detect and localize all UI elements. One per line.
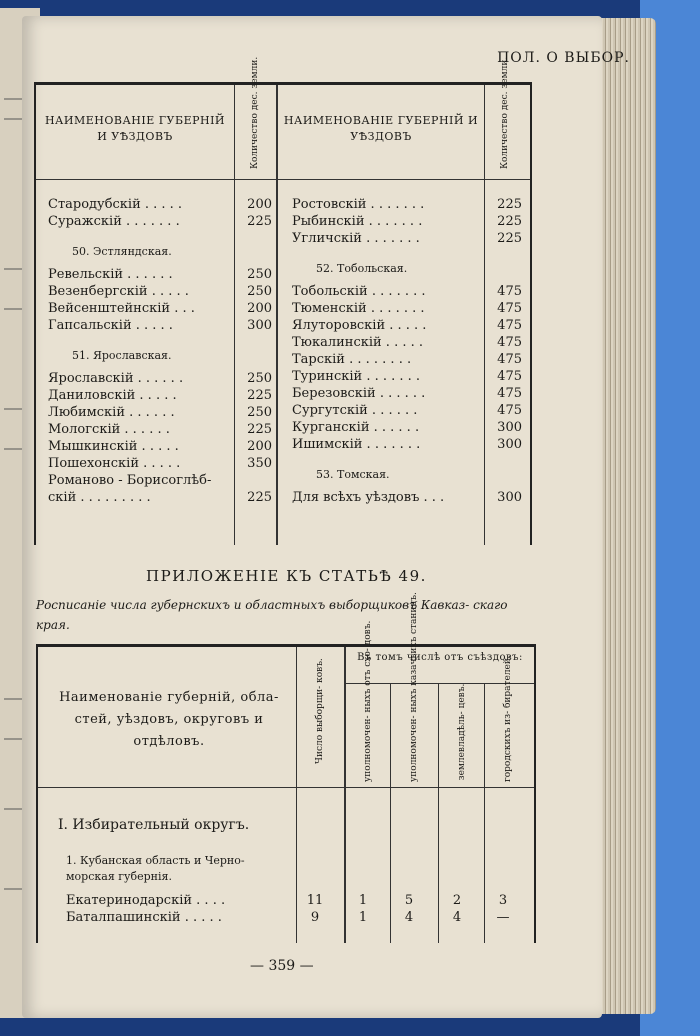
- row-name: Рыбинскій . . . . . . .: [292, 214, 423, 229]
- row-qty: 225: [247, 388, 272, 403]
- row-qty: 300: [247, 318, 272, 333]
- section-heading: 51. Ярославская.: [72, 349, 172, 362]
- cell-c4: 3: [498, 893, 508, 908]
- cell-total: 9: [310, 910, 320, 925]
- cell-total: 11: [306, 893, 324, 908]
- row-name: Любимскій . . . . . .: [48, 405, 175, 420]
- row-name: Березовскій . . . . . .: [292, 386, 426, 401]
- land-quota-table: [34, 56, 532, 545]
- col-header-qty-left: Количество дес. земли.: [250, 56, 260, 169]
- cell-c4: —: [496, 910, 510, 925]
- row-name: Ростовскій . . . . . . .: [292, 197, 425, 212]
- row-name: Даниловскій . . . . .: [48, 388, 177, 403]
- column-divider: [296, 647, 297, 943]
- row-qty: 300: [497, 420, 522, 435]
- row-qty: 200: [247, 439, 272, 454]
- row-qty: 475: [497, 386, 522, 401]
- running-header: ПОЛ. О ВЫБОР.: [497, 50, 630, 66]
- row-qty: 250: [247, 284, 272, 299]
- appendix-title: ПРИЛОЖЕНІЕ КЪ СТАТЬѢ 49.: [146, 567, 427, 585]
- row-qty: 225: [497, 214, 522, 229]
- col-header-name-left: НАИМЕНОВАНІЕ ГУБЕРНІЙ И УѢЗДОВЪ: [44, 114, 226, 143]
- cell-c3: 4: [452, 910, 462, 925]
- row-name: Ярославскій . . . . . .: [48, 371, 184, 386]
- row-qty: 350: [247, 456, 272, 471]
- column-divider: [390, 683, 391, 943]
- row-qty: 475: [497, 301, 522, 316]
- row-name: Гапсальскій . . . . .: [48, 318, 173, 333]
- row-qty: 200: [247, 197, 272, 212]
- row-qty: 300: [497, 490, 522, 505]
- row-name: Пошехонскій . . . . .: [48, 456, 181, 471]
- row-qty: 475: [497, 403, 522, 418]
- row-qty: 225: [497, 231, 522, 246]
- row-name: Тюкалинскій . . . . .: [292, 335, 424, 350]
- row-name: Тюменскій . . . . . . .: [292, 301, 425, 316]
- row-name: Тобольскій . . . . . . .: [292, 284, 426, 299]
- row-qty: 300: [497, 437, 522, 452]
- row-name: Ялуторовскій . . . . .: [292, 318, 427, 333]
- row-qty: 250: [247, 371, 272, 386]
- page-number: — 359 —: [250, 958, 314, 974]
- row-name: Суражскій . . . . . . .: [48, 214, 180, 229]
- column-divider: [484, 85, 485, 545]
- row-name: Вейсенштейнскій . . .: [48, 301, 195, 316]
- row-name: Для всѣхъ уѣздовъ . . .: [292, 490, 445, 505]
- row-qty: 475: [497, 352, 522, 367]
- section-heading: 52. Тобольская.: [316, 262, 408, 275]
- row-qty: 250: [247, 405, 272, 420]
- col-header-sub-4: городскихъ из- бирателей.: [503, 655, 513, 782]
- subsection-heading: 1. Кубанская область и Черно- морская губернія.: [66, 854, 245, 883]
- row-name: Баталпашинскій . . . . .: [66, 910, 222, 925]
- row-name: скій . . . . . . . . .: [48, 490, 151, 505]
- row-qty: 475: [497, 318, 522, 333]
- row-name: Угличскій . . . . . . .: [292, 231, 420, 246]
- cell-c2: 4: [404, 910, 414, 925]
- col-header-name: Наименованіе губерній, обла- стей, уѣздовъ, округовъ и отдѣловъ.: [59, 690, 279, 749]
- row-name: Стародубскій . . . . .: [48, 197, 183, 212]
- row-qty: 225: [497, 197, 522, 212]
- cell-c3: 2: [452, 893, 462, 908]
- row-name: Везенбергскій . . . . .: [48, 284, 189, 299]
- appendix-subtitle: Росписаніе числа губернскихъ и областныхъ выборщиковъ Кавказ- скаго края.: [36, 598, 508, 632]
- row-name: Тарскій . . . . . . . .: [292, 352, 412, 367]
- col-header-sub-3: землевладѣль- цевъ.: [457, 683, 467, 781]
- column-divider: [276, 85, 278, 545]
- row-qty: 250: [247, 267, 272, 282]
- col-header-total: Число выборщи- ковъ.: [315, 658, 325, 764]
- row-name: Туринскій . . . . . . .: [292, 369, 421, 384]
- row-name: Ишимскій . . . . . . .: [292, 437, 421, 452]
- row-qty: 225: [247, 214, 272, 229]
- row-name: Ревельскій . . . . . .: [48, 267, 173, 282]
- cell-c1: 1: [358, 893, 368, 908]
- row-qty: 225: [247, 490, 272, 505]
- row-name: Романово - Борисоглѣб-: [48, 473, 212, 488]
- column-divider: [234, 85, 235, 545]
- row-qty: 200: [247, 301, 272, 316]
- row-name: Мышкинскій . . . . .: [48, 439, 179, 454]
- column-divider: [438, 683, 439, 943]
- row-qty: 475: [497, 335, 522, 350]
- row-name: Курганскій . . . . . .: [292, 420, 420, 435]
- row-name: Сургутскій . . . . . .: [292, 403, 418, 418]
- row-name: Екатеринодарскій . . . .: [66, 893, 226, 908]
- col-header-qty-right: Количество дес. земли.: [500, 56, 510, 169]
- row-qty: 475: [497, 369, 522, 384]
- section-heading: 50. Эстляндская.: [72, 245, 172, 258]
- column-divider: [484, 683, 485, 943]
- row-qty: 225: [247, 422, 272, 437]
- row-qty: 475: [497, 284, 522, 299]
- section-heading: I. Избирательный округъ.: [58, 817, 250, 833]
- col-header-sub-2: уполномочен- ныхъ казачьихъ станицъ.: [409, 592, 419, 782]
- row-name: Мологскій . . . . . .: [48, 422, 170, 437]
- col-header-name-right: НАИМЕНОВАНІЕ ГУБЕРНІЙ И УѢЗДОВЪ: [283, 114, 479, 143]
- section-heading: 53. Томская.: [316, 468, 390, 481]
- group-header: Въ томъ числѣ отъ съѣздовъ:: [357, 652, 523, 663]
- cell-c1: 1: [358, 910, 368, 925]
- page-edges: [598, 18, 656, 1014]
- col-header-sub-1: уполномочен- ныхъ отъ схо- довъ.: [363, 620, 373, 782]
- cell-c2: 5: [404, 893, 414, 908]
